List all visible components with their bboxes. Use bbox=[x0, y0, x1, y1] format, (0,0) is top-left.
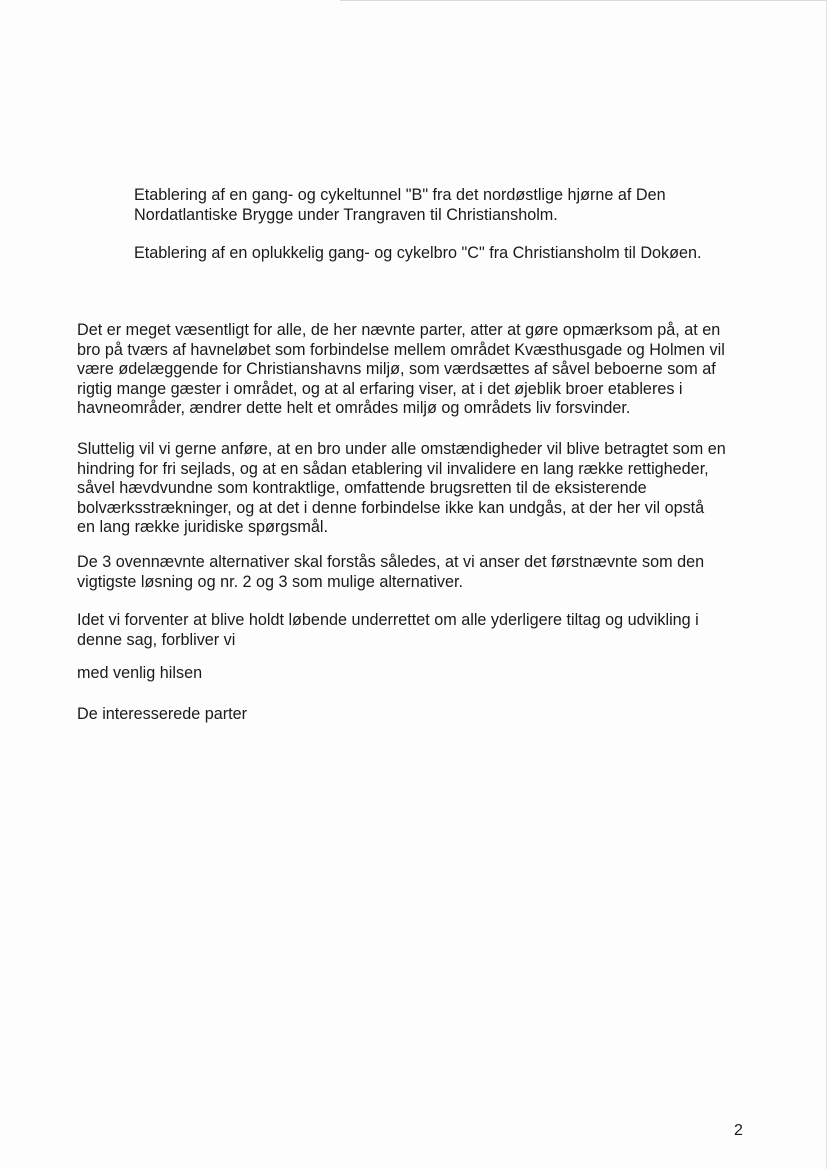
closing-greeting: med venlig hilsen bbox=[77, 664, 203, 682]
page-number: 2 bbox=[734, 1122, 743, 1139]
paragraph-expectation: Idet vi forventer at blive holdt løbende underrettet om alle yderligere tiltag og udvikling i denne sag, forbliver vi bbox=[77, 611, 699, 649]
signature-line: De interesserede parter bbox=[77, 705, 248, 723]
paragraph-alternatives: De 3 ovennævnte alternativer skal forstås således, at vi anser det førstnævnte som den vigtigste løsning og nr. 2 og 3 som mulige alternativer. bbox=[77, 553, 705, 591]
scan-top-edge bbox=[340, 0, 827, 1]
paragraph-navigation-rights: Sluttelig vil vi gerne anføre, at en bro under alle omstændigheder vil blive betragtet som en hindring for fri sejlads, og at en sådan etablering vil invalidere en lang række rettigheder, såvel hævdvundne som kontraktlige, omfattende brugsretten til de eksisterende bolværksstrækninger, og at det i denne forbindelse ikke kan undgås, at der her vil opstå en lang række juridiske spørgsmål. bbox=[77, 440, 726, 537]
paragraph-bridge-c: Etablering af en oplukkelig gang- og cykelbro "C" fra Christiansholm til Dokøen. bbox=[134, 244, 702, 262]
paragraph-tunnel-b: Etablering af en gang- og cykeltunnel "B" fra det nordøstlige hjørne af Den Nordatlantiske Brygge under Trangraven til Christiansholm. bbox=[134, 186, 666, 224]
paragraph-environment: Det er meget væsentligt for alle, de her nævnte parter, atter at gøre opmærksom på, at en bro på tværs af havneløbet som forbindelse mellem området Kvæsthusgade og Holmen vil være ødelæggende for Christianshavns miljø, som værdsættes af såvel beboerne som af rigtig mange gæster i området, og at al erfaring viser, at i det øjeblik broer etableres i havneområder, ændrer dette helt et områdes miljø og områdets liv forsvinder. bbox=[77, 321, 725, 418]
